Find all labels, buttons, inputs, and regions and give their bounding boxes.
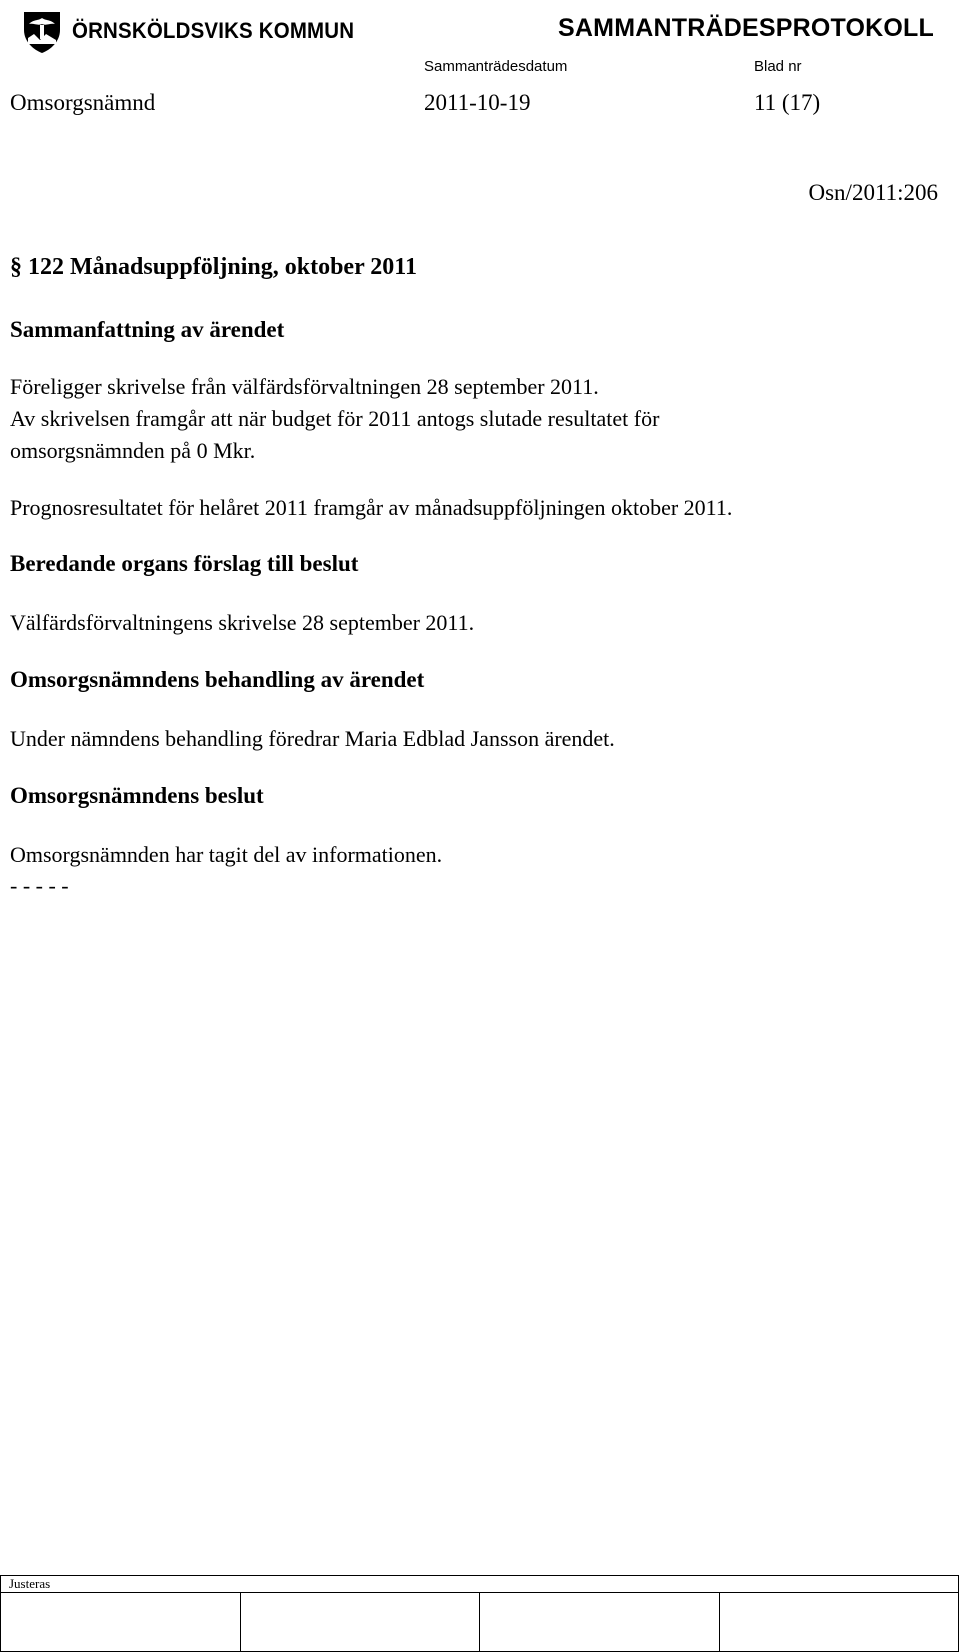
- signature-row: [1, 1592, 958, 1651]
- page-number: 11 (17): [754, 90, 821, 115]
- end-marker: - - - - -: [10, 873, 69, 898]
- proposal-heading: Beredande organs förslag till beslut: [10, 551, 359, 576]
- date-label: Sammanträdesdatum: [424, 58, 568, 75]
- summary-line: omsorgsnämnden på 0 Mkr.: [10, 438, 256, 463]
- case-reference: Osn/2011:206: [808, 180, 938, 205]
- decision-text: Omsorgsnämnden har tagit del av informationen.: [10, 842, 443, 867]
- signature-cell: [720, 1593, 959, 1651]
- prognosis-text: Prognosresultatet för helåret 2011 framgår av månadsuppföljningen oktober 2011.: [10, 495, 733, 520]
- municipal-crest-icon: [20, 8, 64, 54]
- handling-heading: Omsorgsnämndens behandling av ärendet: [10, 667, 425, 692]
- meeting-date: 2011-10-19: [424, 90, 531, 115]
- summary-line: Föreligger skrivelse från välfärdsförvaltningen 28 september 2011.: [10, 374, 599, 399]
- municipality-logo: [20, 8, 355, 54]
- signature-cell: [480, 1593, 720, 1651]
- page-label: Blad nr: [754, 58, 802, 75]
- handling-text: Under nämndens behandling föredrar Maria Edblad Jansson ärendet.: [10, 726, 615, 751]
- signature-cell: [241, 1593, 481, 1651]
- summary-heading: Sammanfattning av ärendet: [10, 317, 285, 342]
- document-title: SAMMANTRÄDESPROTOKOLL: [558, 14, 934, 42]
- municipality-name: ÖRNSKÖLDSVIKS KOMMUN: [72, 18, 355, 43]
- summary-line: Av skrivelsen framgår att när budget för 2011 antogs slutade resultatet för: [10, 406, 660, 431]
- justeras-label: Justeras: [9, 1576, 51, 1591]
- paragraph-title: § 122 Månadsuppföljning, oktober 2011: [10, 254, 417, 280]
- decision-heading: Omsorgsnämndens beslut: [10, 783, 264, 808]
- committee-name: Omsorgsnämnd: [10, 90, 156, 115]
- justeras-box: [0, 1575, 959, 1652]
- signature-cell: [1, 1593, 241, 1651]
- proposal-text: Välfärdsförvaltningens skrivelse 28 september 2011.: [10, 610, 475, 635]
